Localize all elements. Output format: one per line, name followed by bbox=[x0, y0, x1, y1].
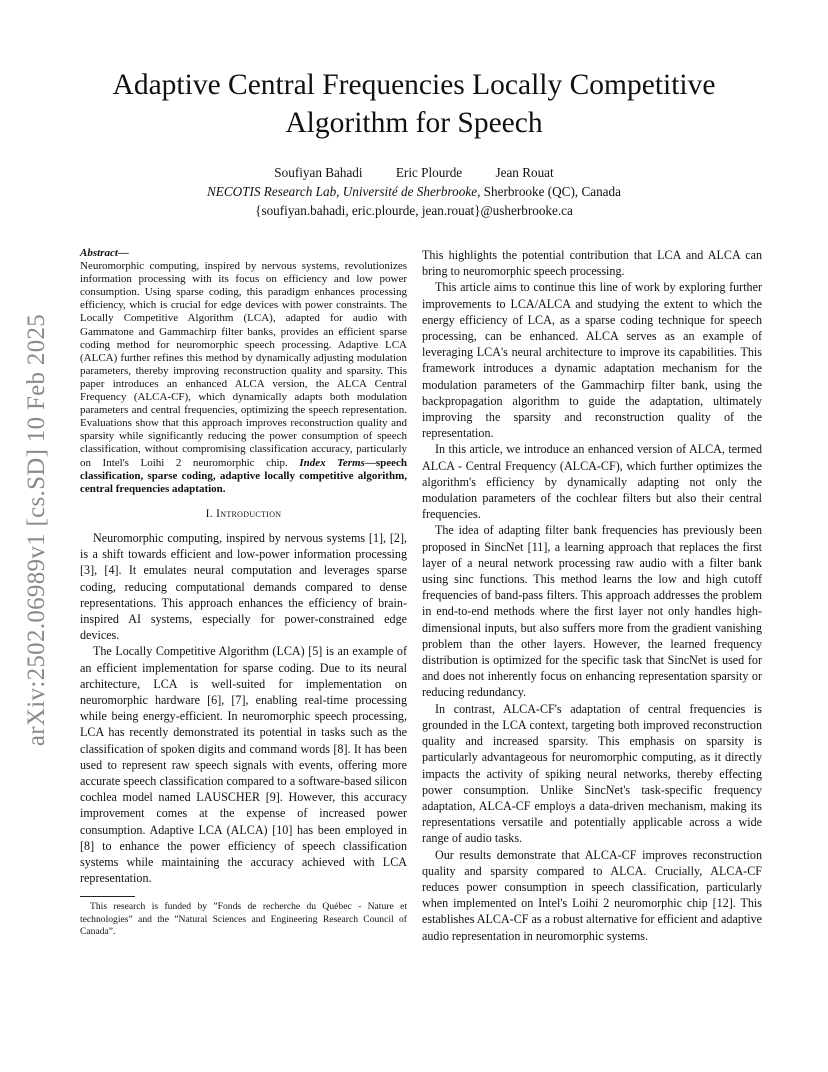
paragraph: Our results demonstrate that ALCA-CF improves reconstruction quality and sparsity compared to ALCA. Crucially, ALCA-CF reduces power consumption in speech classification, particularly when implemented on Intel's Loihi 2 neuromorphic chip [12]. This establishes ALCA-CF as a robust alternative for efficient and adaptive audio representation in neuromorphic systems. bbox=[422, 847, 762, 943]
paragraph: The Locally Competitive Algorithm (LCA) [5] is an example of an efficient implementation for sparse coding. Due to its neural architecture, LCA is well-suited for implementation on neuromorphic hardware [6], [7], enabling real-time processing while being energy-efficient. In neuromorphic speech processing, LCA has recently demonstrated its potential in tasks such as the classification of spoken digits and command words [8]. It has been used to represent raw speech signals with events, offering more accurate speech classification compared to a software-based silicon cochlea model named LAUSCHER [9]. However, this accuracy improvement comes at the expense of increased power consumption. Adaptive LCA (ALCA) [10] has been employed in [8] to enhance the power efficiency of speech classification systems while maintaining the accuracy achieved with LCA representation. bbox=[80, 644, 407, 886]
author-names bbox=[70, 163, 758, 182]
abstract-text: Neuromorphic computing, inspired by nervous systems, revolutionizes information processing with its focus on efficiency and low power consumption. Using sparse coding, this paradigm enhances processing efficiency, which is crucial for edge devices with power constraints. The Locally Competitive Algorithm (LCA), adapted for audio with Gammatone and Gammachirp filter banks, provides an efficient sparse coding method for neuromorphic speech processing. Adaptive LCA (ALCA) further refines this method by dynamically adjusting modulation parameters, thereby improving reconstruction quality and sparsity. This paper introduces an enhanced ALCA version, the ALCA Central Frequency (ALCA-CF), which dynamically adapts both modulation parameters and central frequencies, optimizing the speech representation. Evaluations show that this approach improves reconstruction quality and sparsity while significantly reducing the power consumption of speech classification, without compromising classification accuracy, particularly on Intel's Loihi 2 neuromorphic chip. bbox=[80, 260, 407, 469]
footnote: This research is funded by ”Fonds de recherche du Québec - Nature et technologies” and the ”Natural Sciences and Engineering Research Council of Canada”. bbox=[80, 901, 407, 937]
author-name: Jean Rouat bbox=[495, 165, 554, 180]
paragraph: In this article, we introduce an enhanced version of ALCA, termed ALCA - Central Frequency (ALCA-CF), which further optimizes the algorithm's efficiency by dynamically adapting not only the modulation parameters of the cochlear filters but also their central frequencies. bbox=[422, 442, 762, 522]
left-column bbox=[80, 247, 407, 938]
author-name: Soufiyan Bahadi bbox=[274, 165, 363, 180]
author-emails: {soufiyan.bahadi, eric.plourde, jean.rouat}@usherbrooke.ca bbox=[255, 203, 573, 218]
author-block bbox=[70, 163, 758, 220]
section-number: I. bbox=[205, 507, 213, 520]
paragraph: This highlights the potential contribution that LCA and ALCA can bring to neuromorphic speech processing. bbox=[422, 248, 762, 279]
right-column bbox=[422, 247, 762, 944]
index-terms-text: —speech classification, sparse coding, adaptive locally competitive algorithm, central frequencies adaptation. bbox=[80, 456, 407, 495]
abstract-body bbox=[80, 260, 407, 496]
affiliation-location: , Sherbrooke (QC), Canada bbox=[477, 184, 621, 199]
abstract-label: Abstract— bbox=[80, 247, 129, 259]
section-title: Introduction bbox=[216, 507, 282, 520]
section-heading-introduction bbox=[80, 506, 407, 522]
arxiv-stamp-text: arXiv:2502.06989v1 [cs.SD] 10 Feb 2025 bbox=[23, 313, 51, 747]
paragraph: The idea of adapting filter bank frequencies has previously been proposed in SincNet [11], a learning approach that replaces the first layer of a neural network processing raw audio with a filter bank using sinc functions. This method learns the low and high cutoff frequencies of band-pass filters. This approach addresses the problem in end-to-end methods where the first layer not only handles high-dimensional inputs, but also suffers more from the gradient vanishing problem than the other layers. However, the learned frequency distribution is optimized for the specific task that SincNet is used for and does not inherently focus on enhancing representation sparsity or reducing redundancy. bbox=[422, 523, 762, 700]
paragraph: In contrast, ALCA-CF's adaptation of central frequencies is grounded in the LCA context, targeting both improved reconstruction quality and increased sparsity. This emphasis on sparsity is particularly advantageous for neuromorphic computing, as it directly impacts the activity of spiking neural networks, thereby effecting power consumption. Unlike SincNet's task-specific frequency adaptation, ALCA-CF employs a data-driven mechanism, making its representations versatile and potentially applicable across a wide range of audio tasks. bbox=[422, 701, 762, 846]
index-terms-label: Index Terms bbox=[299, 456, 365, 469]
affiliation-lab: NECOTIS Research Lab, Université de Sherbrooke bbox=[207, 184, 478, 199]
affiliation bbox=[70, 182, 758, 201]
abstract bbox=[80, 247, 407, 496]
footnote-rule bbox=[80, 896, 135, 897]
arxiv-stamp bbox=[22, 290, 52, 770]
author-name: Eric Plourde bbox=[395, 165, 463, 180]
paragraph: This article aims to continue this line of work by exploring further improvements to LCA/ALCA and studying the extent to which the energy efficiency of LCA, as a sparse coding technique for speech processing, can be enhanced. ALCA serves as an example of leveraging LCA's neural architecture to improve its capabilities. This framework introduces a dynamic adaptation mechanism for the modulation parameters of the Gammachirp filter bank, using the backpropagation algorithm to guide the adaptation, ultimately improving the sparsity and reconstruction quality of the representation. bbox=[422, 280, 762, 441]
paragraph: Neuromorphic computing, inspired by nervous systems [1], [2], is a shift towards efficient and low-power information processing [3], [4]. It emulates neural computation and leverages sparse coding, reducing computational demands compared to dense representations. This approach enhances the efficiency of brain-inspired AI systems, especially for power-constrained edge devices. bbox=[80, 530, 407, 643]
paper-title: Adaptive Central Frequencies Locally Competitive Algorithm for Speech bbox=[112, 69, 716, 139]
